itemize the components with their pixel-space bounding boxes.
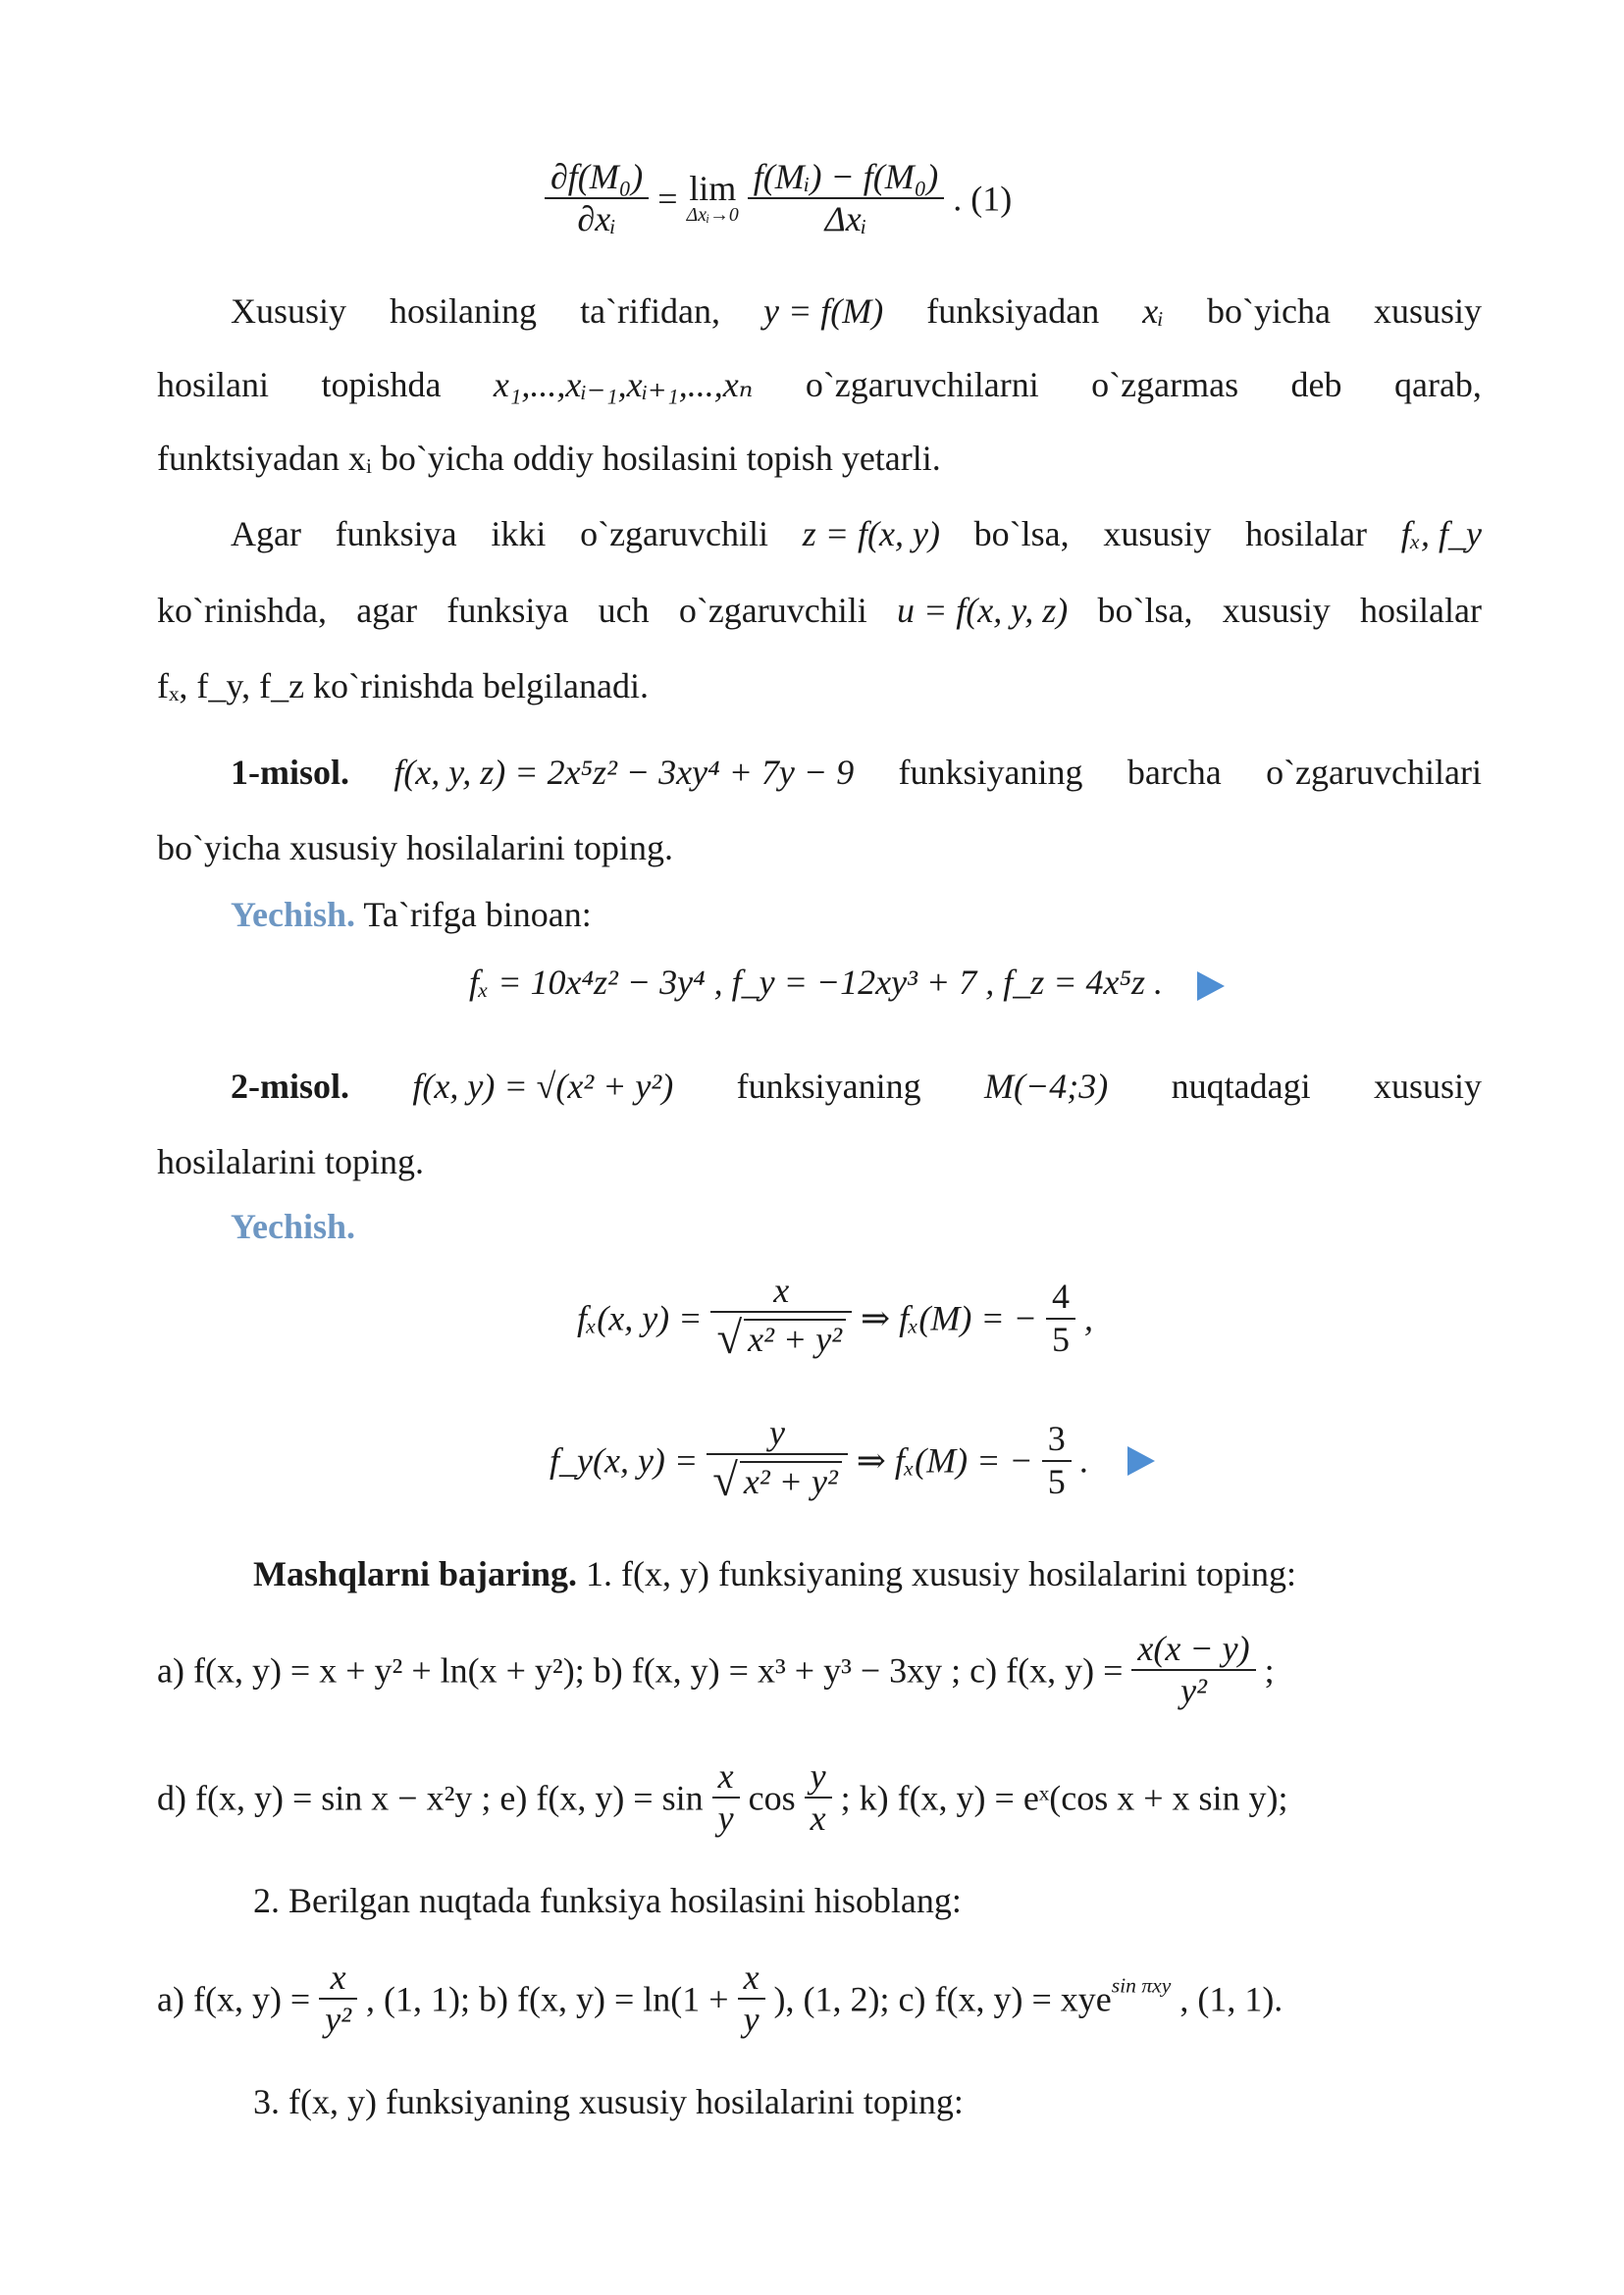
para1-l2-vars: x₁,...,xᵢ₋₁,xᵢ₊₁,...,xₙ (493, 365, 754, 404)
exercise-2b-num: x (738, 1957, 765, 2000)
example2-fy-frac (707, 1413, 848, 1508)
para1-line2 (157, 363, 1482, 406)
exercise-1k: ; k) f(x, y) = eˣ(cos x + x sin y); (840, 1778, 1288, 1818)
para2-l2-w3: funksiya (446, 591, 569, 630)
example2-fy-tail: . (1079, 1440, 1089, 1481)
para1-w2: hosilaning (390, 291, 538, 331)
exercise-1a: a) f(x, y) = x + y² + ln(x + y²); (157, 1650, 585, 1691)
exercise-1e-frac2 (805, 1756, 832, 1840)
example2-fx-val-num: 4 (1046, 1277, 1075, 1319)
example2-func: f(x, y) = √(x² + y²) (412, 1067, 674, 1106)
formula-1-lim (687, 171, 739, 226)
play-arrow-icon (1197, 971, 1225, 1001)
play-arrow-icon (1127, 1446, 1155, 1476)
example1-result (469, 962, 1225, 1003)
para2-w4: o`zgaruvchili (580, 514, 768, 553)
exercise-1d: d) f(x, y) = sin x − x²y ; (157, 1778, 492, 1818)
para2-w8: hosilalar (1245, 514, 1368, 553)
exercise-2c-tail: , (1, 1). (1179, 1979, 1283, 2019)
para1-line1 (231, 289, 1482, 333)
example2-fx-num: x (710, 1271, 852, 1313)
exercises-row1 (157, 1629, 1275, 1712)
example1-solution-label: Yechish. (231, 895, 356, 934)
example2-fy-val-num: 3 (1042, 1419, 1072, 1461)
para2-line3: fₓ, f_y, f_z ko`rinishda belgilanadi. (157, 666, 649, 705)
task2: 2. Berilgan nuqtada funksiya hosilasini hisoblang: (253, 1881, 962, 1920)
example2-fx-mid: ⇒ fₓ(M) = − (861, 1298, 1037, 1338)
exercises-heading (253, 1552, 1296, 1595)
para1-w5: funksiyadan (926, 291, 1100, 331)
example2-fx-frac (710, 1271, 852, 1366)
para2-w6: bo`lsa, (973, 514, 1070, 553)
para1-w1: Xususiy (231, 291, 347, 331)
para1-l2-w1: hosilani (157, 365, 269, 404)
exercises-heading-rest: 1. f(x, y) funksiyaning xususiy hosilalarini toping: (577, 1554, 1296, 1593)
example2-fy-lhs: f_y(x, y) = (550, 1440, 699, 1481)
formula-1-lim-sub: Δxᵢ→0 (686, 204, 739, 227)
para2-l2-w7: bo`lsa, (1097, 591, 1193, 630)
exercise-2c-sup: sin πxy (1111, 1973, 1172, 1998)
para2-line2 (157, 589, 1482, 632)
exercise-2b-frac (738, 1957, 765, 2041)
formula-1-lim-word: lim (689, 169, 737, 209)
example2-line2: hosilalarini toping. (157, 1142, 424, 1181)
formula-1-tag: . (1) (953, 179, 1013, 219)
exercise-1c-den: y² (1180, 1671, 1207, 1711)
formula-1-eq: = (657, 179, 678, 219)
exercise-1e-f2-den: x (810, 1799, 826, 1839)
formula-1-lhs-den: ∂xᵢ (577, 199, 616, 239)
example2-fy-val-den: 5 (1047, 1461, 1066, 1501)
exercise-2a-num: x (319, 1957, 357, 2000)
exercise-1c: c) f(x, y) = (969, 1650, 1124, 1691)
example2-w1: funksiyaning (736, 1067, 921, 1106)
para1-w8: xususiy (1373, 291, 1482, 331)
example1-w2: funksiyaning (898, 753, 1083, 792)
formula-1-rhs (748, 157, 944, 240)
para1-l2-w5: o`zgarmas (1091, 365, 1239, 404)
example1-func: f(x, y, z) = 2x⁵z² − 3xy⁴ + 7y − 9 (393, 753, 855, 792)
example2-fy-den: x² + y² (740, 1461, 842, 1502)
example2-fx-den-wrap: √ x² + y² (710, 1313, 852, 1366)
example2-fx-den: x² + y² (744, 1319, 846, 1360)
example2-w3: nuqtadagi (1171, 1067, 1311, 1106)
example1-line1 (231, 751, 1482, 794)
para1-line3: funktsiyadan xᵢ bo`yicha oddiy hosilasini topish yetarli. (157, 439, 941, 478)
exercise-1c-num: x(x − y) (1131, 1629, 1255, 1671)
example1-w4: o`zgaruvchilari (1266, 753, 1482, 792)
task3: 3. f(x, y) funksiyaning xususiy hosilalarini toping: (253, 2082, 964, 2121)
para2-l2-formula: u = f(x, y, z) (896, 591, 1069, 630)
para2-l2-w4: uch (598, 591, 650, 630)
example2-fy-num: y (707, 1413, 848, 1455)
exercise-2a-pt: , (1, 1); (366, 1979, 470, 2019)
example2-w4: xususiy (1373, 1067, 1482, 1106)
exercises-heading-label: Mashqlarni bajaring. (253, 1554, 578, 1593)
example2-fx-tail: , (1083, 1298, 1093, 1338)
para2-w7: xususiy (1103, 514, 1212, 553)
example1-solution-text: Ta`rifga binoan: (355, 895, 592, 934)
para1-l2-w2: topishda (321, 365, 442, 404)
para2-l2-w9: hosilalar (1359, 591, 1482, 630)
exercise-2a-den: y² (325, 2000, 352, 2040)
exercise-1e-cos: cos (748, 1778, 796, 1818)
para2-w1: Agar (231, 514, 301, 553)
formula-1-rhs-num: f(Mᵢ) − f(M₀) (748, 157, 944, 199)
example2-point: M(−4;3) (983, 1067, 1109, 1106)
example2-fx (577, 1271, 1093, 1366)
para2-partials: fₓ, f_y (1400, 514, 1482, 553)
formula-1-lhs (545, 157, 649, 240)
para2-l2-w1: ko`rinishda, (157, 591, 327, 630)
para2-l2-w5: o`zgaruvchili (678, 591, 867, 630)
formula-1 (545, 157, 1012, 240)
exercises-row3 (157, 1957, 1283, 2041)
para1-formula: y = f(M) (763, 291, 884, 331)
example2-fy (550, 1413, 1155, 1508)
exercise-1b: b) f(x, y) = x³ + y³ − 3xy ; (593, 1650, 962, 1691)
para1-l2-w4: o`zgaruvchilarni (805, 365, 1039, 404)
para2-w3: ikki (491, 514, 547, 553)
example1-solution (231, 893, 592, 936)
para1-l2-w7: qarab, (1393, 365, 1482, 404)
formula-1-lhs-num: ∂f(M₀) (545, 157, 649, 199)
exercise-1e-frac1 (712, 1756, 740, 1840)
example1-line2: bo`yicha xususiy hosilalarini toping. (157, 828, 673, 867)
example2-label: 2-misol. (231, 1067, 349, 1106)
example1-result-text: fₓ = 10x⁴z² − 3y⁴ , f_y = −12xy³ + 7 , f_z = 4x⁵z . (469, 963, 1164, 1002)
example2-line1 (231, 1065, 1482, 1108)
exercise-2a: a) f(x, y) = (157, 1979, 311, 2019)
para2-line1 (231, 512, 1482, 555)
exercise-1c-frac (1131, 1629, 1255, 1712)
example2-fy-mid: ⇒ fₓ(M) = − (856, 1440, 1033, 1481)
exercise-2b-tail: ), (1, 2); (773, 1979, 890, 2019)
example2-fx-val-den: 5 (1051, 1319, 1070, 1359)
example2-fy-den-wrap: √ x² + y² (707, 1455, 848, 1508)
example1-label: 1-misol. (231, 753, 349, 792)
para1-xi: xᵢ (1142, 291, 1164, 331)
para1-w3: ta`rifidan, (580, 291, 720, 331)
exercise-2a-frac (319, 1957, 357, 2041)
exercise-2b: b) f(x, y) = ln(1 + (479, 1979, 729, 2019)
para1-l2-w6: deb (1290, 365, 1342, 404)
example2-solution (231, 1205, 355, 1248)
exercise-2b-den: y (743, 2000, 760, 2040)
para2-w2: funksiya (335, 514, 457, 553)
para2-l2-w8: xususiy (1222, 591, 1331, 630)
para2-l2-w2: agar (356, 591, 418, 630)
example2-fx-lhs: fₓ(x, y) = (577, 1298, 703, 1338)
example2-fx-val (1046, 1277, 1075, 1360)
example2-fy-val (1042, 1419, 1072, 1502)
exercises-row2 (157, 1756, 1288, 1840)
exercise-1e-f2-num: y (805, 1756, 832, 1799)
para1-w7: bo`yicha (1206, 291, 1331, 331)
example1-w3: barcha (1126, 753, 1222, 792)
exercise-1e: e) f(x, y) = sin (499, 1778, 704, 1818)
exercise-1e-f1-den: y (717, 1799, 734, 1839)
formula-1-rhs-den: Δxᵢ (824, 199, 867, 239)
exercise-2c: c) f(x, y) = xye (898, 1979, 1112, 2019)
exercise-1c-tail: ; (1264, 1650, 1275, 1691)
para2-formula: z = f(x, y) (802, 514, 940, 553)
exercise-1e-f1-num: x (712, 1756, 740, 1799)
example2-solution-label: Yechish. (231, 1207, 356, 1246)
